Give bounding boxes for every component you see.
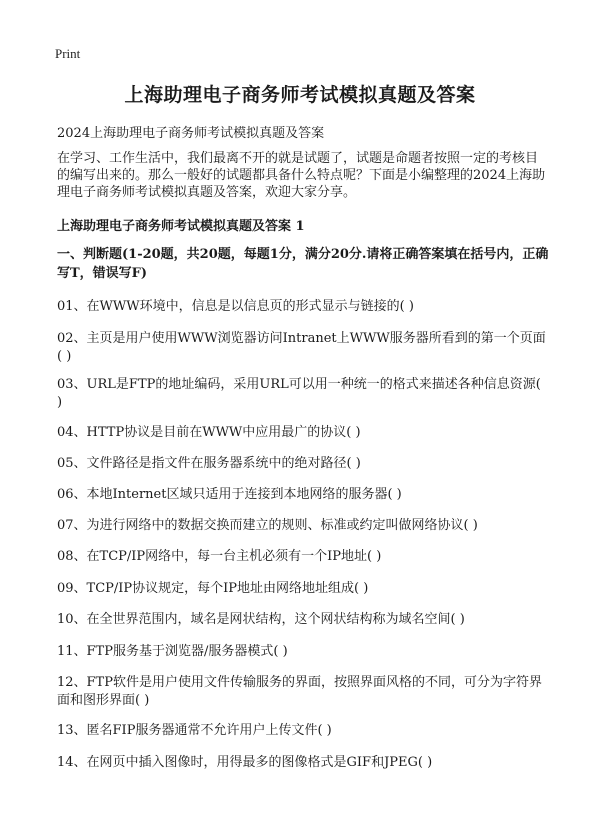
question-item: 09、TCP/IP协议规定，每个IP地址由网络地址组成( ) [57, 581, 369, 596]
question-item: 02、主页是用户使用WWW浏览器访问Intranet上WWW服务器所看到的第一个页面( ) [57, 331, 546, 364]
question-item: 03、URL是FTP的地址编码，采用URL可以用一种统一的格式来描述各种信息资源( ) [57, 377, 541, 410]
question-item: 06、本地Internet区域只适用于连接到本地网络的服务器( ) [57, 487, 402, 502]
question-item: 04、HTTP协议是目前在WWW中应用最广的协议( ) [57, 425, 361, 440]
question-item: 05、文件路径是指文件在服务器系统中的绝对路径( ) [57, 456, 361, 471]
print-link[interactable]: Print [55, 46, 81, 61]
question-item: 13、匿名FIP服务器通常不允许用户上传文件( ) [57, 723, 332, 738]
section-heading: 上海助理电子商务师考试模拟真题及答案 1 [57, 219, 305, 234]
question-item: 10、在全世界范围内，域名是网状结构，这个网状结构称为域名空间( ) [57, 612, 465, 627]
intro-paragraph: 在学习、工作生活中，我们最离不开的就是试题了，试题是命题者按照一定的考核目的编写出来的。那么一般好的试题都具备什么特点呢？下面是小编整理的2024上海助理电子商务师考试模拟真题及答案，欢迎大家分享。 [57, 151, 546, 200]
question-item: 14、在网页中插入图像时，用得最多的图像格式是GIF和JPEG( ) [57, 755, 433, 770]
question-instructions: 一、判断题(1-20题，共20题，每题1分，满分20分.请将正确答案填在括号内，正确写T，错误写F) [57, 247, 549, 281]
question-item: 12、FTP软件是用户使用文件传输服务的界面，按照界面风格的不同，可分为字符界面和图形界面( ) [57, 675, 542, 708]
question-item: 11、FTP服务基于浏览器/服务器模式( ) [57, 644, 288, 659]
document-subtitle: 2024上海助理电子商务师考试模拟真题及答案 [57, 126, 325, 141]
question-item: 07、为进行网络中的数据交换而建立的规则、标准或约定叫做网络协议( ) [57, 518, 478, 533]
question-item: 08、在TCP/IP网络中，每一台主机必须有一个IP地址( ) [57, 549, 382, 564]
page-title: 上海助理电子商务师考试模拟真题及答案 [124, 84, 476, 106]
question-item: 01、在WWW环境中，信息是以信息页的形式显示与链接的( ) [57, 299, 414, 314]
